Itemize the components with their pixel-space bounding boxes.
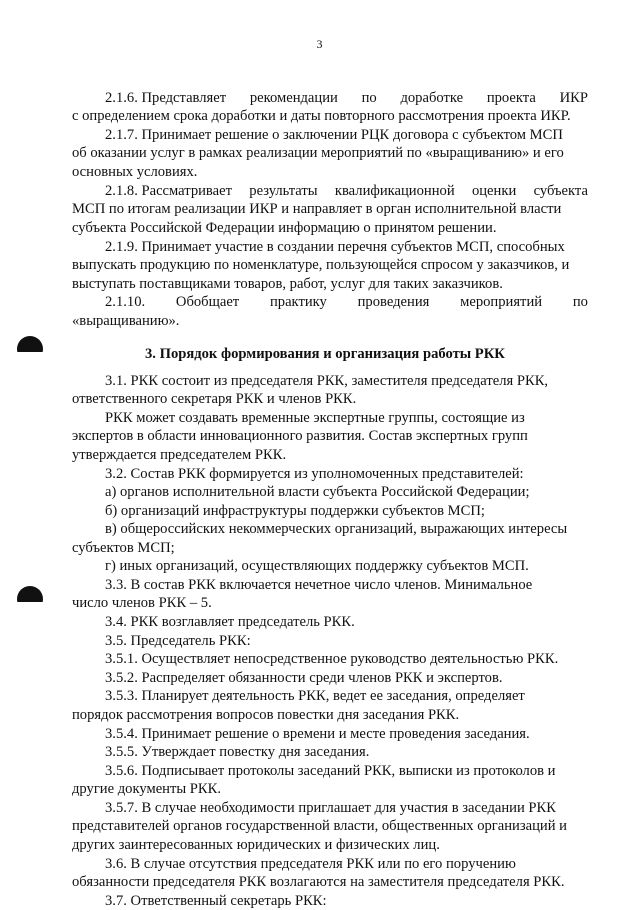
- line-fragment: 2.1.10.: [105, 294, 146, 310]
- text-line: [72, 163, 588, 181]
- line-fragment: утверждается председателем РКК.: [72, 447, 287, 463]
- text-line: [105, 465, 588, 483]
- line-fragment: МСП по итогам реализации ИКР и направляет в орган исполнительной власти: [72, 201, 562, 217]
- line-fragment: 2.1.9. Принимает участие в создании перечня субъектов МСП, способных: [105, 239, 565, 255]
- line-fragment: 2.1.8. Рассматривает: [105, 183, 232, 199]
- text-line: [72, 219, 588, 237]
- text-line: [105, 372, 588, 390]
- line-fragment: проведения: [357, 294, 430, 310]
- line-fragment: 3.7. Ответственный секретарь РКК:: [105, 893, 327, 909]
- text-line: [105, 687, 588, 705]
- text-line: [72, 706, 588, 724]
- line-fragment: по: [361, 90, 377, 106]
- line-fragment: 3.6. В случае отсутствия председателя РКК или по его поручению: [105, 856, 516, 872]
- line-fragment: 3. Порядок формирования и организация работы РКК: [145, 346, 505, 362]
- line-fragment: 3.5.3. Планирует деятельность РКК, ведет ее заседания, определяет: [105, 688, 525, 704]
- line-fragment: РКК может создавать временные экспертные группы, состоящие из: [105, 410, 525, 426]
- line-fragment: 3.5.1. Осуществляет непосредственное руководство деятельностью РКК.: [105, 651, 559, 667]
- line-fragment: доработке: [400, 90, 464, 106]
- line-fragment: в) общероссийских некоммерческих организаций, выражающих интересы: [105, 521, 568, 537]
- line-fragment: другие документы РКК.: [72, 781, 222, 797]
- text-line: [72, 256, 588, 274]
- text-line: [72, 275, 588, 293]
- text-line: [105, 725, 588, 743]
- text-line: [72, 539, 588, 557]
- section-heading: [145, 345, 595, 363]
- line-fragment: 3.5. Председатель РКК:: [105, 633, 251, 649]
- text-line: [72, 836, 588, 854]
- text-line: [72, 144, 588, 162]
- line-fragment: 3.2. Состав РКК формируется из уполномоченных представителей:: [105, 466, 524, 482]
- text-line: [105, 483, 588, 501]
- text-line: [105, 502, 588, 520]
- text-line: [72, 427, 588, 445]
- text-line: [72, 873, 588, 891]
- punch-hole-mark-upper: [17, 336, 43, 352]
- line-fragment: других заинтересованных юридических и физических лиц.: [72, 837, 440, 853]
- text-line: [72, 446, 588, 464]
- text-line: [72, 780, 588, 798]
- line-fragment: 3.5.4. Принимает решение о времени и месте проведения заседания.: [105, 726, 530, 742]
- text-line: [105, 613, 588, 631]
- text-line: [105, 293, 588, 311]
- line-fragment: экспертов в области инновационного развития. Состав экспертных групп: [72, 428, 528, 444]
- text-line: [105, 799, 588, 817]
- text-line: [105, 576, 588, 594]
- text-line: [72, 594, 588, 612]
- line-fragment: 3.5.6. Подписывает протоколы заседаний РКК, выписки из протоколов и: [105, 763, 556, 779]
- text-line: [72, 107, 588, 125]
- text-line: [105, 520, 588, 538]
- line-fragment: ответственного секретаря РКК и членов РКК.: [72, 391, 357, 407]
- line-fragment: оценки: [471, 183, 517, 199]
- text-line: [105, 126, 588, 144]
- line-fragment: «выращиванию».: [72, 313, 180, 329]
- punch-hole-mark-lower: [17, 586, 43, 602]
- text-line: [105, 89, 588, 107]
- line-fragment: 3.3. В состав РКК включается нечетное число членов. Минимальное: [105, 577, 533, 593]
- line-fragment: выпускать продукцию по номенклатуре, пользующейся спросом у заказчиков, и: [72, 257, 570, 273]
- text-line: [105, 743, 588, 761]
- text-line: [105, 855, 588, 873]
- line-fragment: 2.1.7. Принимает решение о заключении РЦК договора с субъектом МСП: [105, 127, 563, 143]
- text-line: [105, 650, 588, 668]
- line-fragment: Обобщает: [175, 294, 240, 310]
- text-line: [105, 409, 588, 427]
- line-fragment: практику: [269, 294, 327, 310]
- page-number: 3: [316, 37, 323, 51]
- line-fragment: субъекта Российской Федерации информацию о принятом решении.: [72, 220, 497, 236]
- line-fragment: а) органов исполнительной власти субъекта Российской Федерации;: [105, 484, 530, 500]
- line-fragment: мероприятий: [460, 294, 543, 310]
- line-fragment: 3.5.7. В случае необходимости приглашает для участия в заседании РКК: [105, 800, 557, 816]
- line-fragment: об оказании услуг в рамках реализации мероприятий по «выращиванию» и его: [72, 145, 564, 161]
- line-fragment: проекта: [486, 90, 536, 106]
- line-fragment: представителей органов государственной власти, общественных организаций и: [72, 818, 567, 834]
- line-fragment: б) организаций инфраструктуры поддержки субъектов МСП;: [105, 503, 485, 519]
- line-fragment: субъекта: [533, 183, 588, 199]
- text-line: [72, 312, 588, 330]
- text-line: [105, 762, 588, 780]
- line-fragment: порядок рассмотрения вопросов повестки дня заседания РКК.: [72, 707, 460, 723]
- text-line: [105, 238, 588, 256]
- line-fragment: число членов РКК – 5.: [72, 595, 212, 611]
- line-fragment: с определением срока доработки и даты повторного рассмотрения проекта ИКР.: [72, 108, 571, 124]
- text-line: [72, 390, 588, 408]
- line-fragment: по: [572, 294, 588, 310]
- line-fragment: результаты: [249, 183, 318, 199]
- line-fragment: 2.1.6. Представляет: [105, 90, 227, 106]
- text-line: [105, 669, 588, 687]
- line-fragment: 3.5.2. Распределяет обязанности среди членов РКК и экспертов.: [105, 670, 503, 686]
- text-line: [105, 557, 588, 575]
- line-fragment: обязанности председателя РКК возлагаются на заместителя председателя РКК.: [72, 874, 565, 890]
- line-fragment: 3.1. РКК состоит из председателя РКК, заместителя председателя РКК,: [105, 373, 549, 389]
- text-line: [72, 200, 588, 218]
- line-fragment: квалификационной: [334, 183, 455, 199]
- line-fragment: рекомендации: [249, 90, 338, 106]
- line-fragment: основных условиях.: [72, 164, 198, 180]
- text-line: [105, 182, 588, 200]
- line-fragment: выступать поставщиками товаров, работ, услуг для таких заказчиков.: [72, 276, 503, 292]
- line-fragment: 3.5.5. Утверждает повестку дня заседания.: [105, 744, 370, 760]
- text-line: [72, 817, 588, 835]
- line-fragment: ИКР: [559, 90, 588, 106]
- line-fragment: субъектов МСП;: [72, 540, 175, 556]
- line-fragment: г) иных организаций, осуществляющих поддержку субъектов МСП.: [105, 558, 529, 574]
- text-line: [105, 632, 588, 650]
- text-line: [105, 892, 588, 910]
- line-fragment: 3.4. РКК возглавляет председатель РКК.: [105, 614, 355, 630]
